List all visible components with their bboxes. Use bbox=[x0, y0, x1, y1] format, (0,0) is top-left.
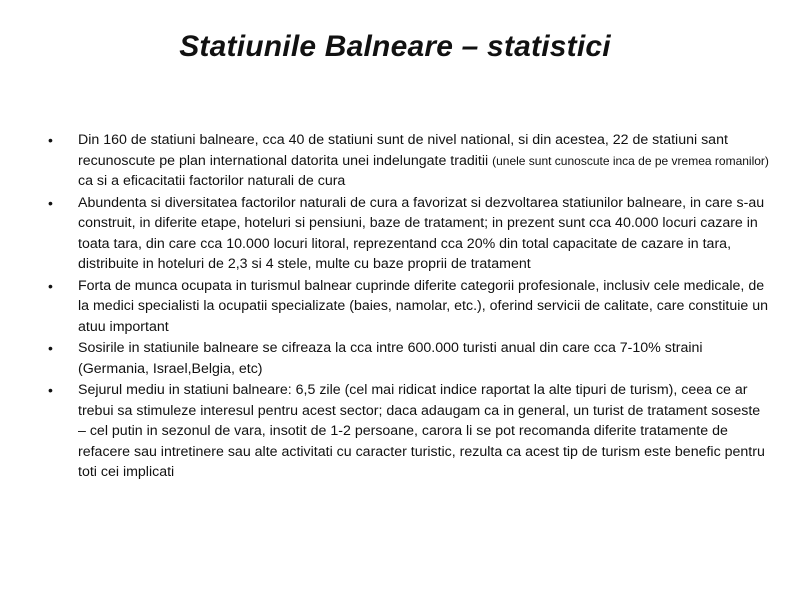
bullet-item bbox=[48, 338, 770, 379]
bullet-item bbox=[48, 193, 770, 275]
bullet-item bbox=[48, 130, 770, 192]
bullet-dot-icon: • bbox=[48, 340, 53, 356]
bullet-text: Forta de munca ocupata in turismul balnear cuprinde diferite categorii profesionale, inclusiv cele medicale, de la medici specialisti la ocupatii specializate (baies, namolar, etc.), oferind servicii de calitate, care constituie un atuu important bbox=[78, 277, 768, 335]
bullet-dot-icon: • bbox=[48, 132, 53, 148]
bullet-text-small: (unele sunt cunoscute inca de pe vremea romanilor) bbox=[492, 153, 769, 168]
bullet-item bbox=[48, 380, 770, 483]
bullet-text: Din 160 de statiuni balneare, cca 40 de statiuni sunt de nivel national, si din acestea, 22 de statiuni sant recunoscute pe plan international datorita unei indelungate traditii bbox=[78, 132, 728, 169]
bullet-item bbox=[48, 276, 770, 338]
bullet-dot-icon: • bbox=[48, 382, 53, 398]
bullet-text: Sejurul mediu in statiuni balneare: 6,5 zile (cel mai ridicat indice raportat la alte tipuri de turism), ceea ce ar trebui sa stimuleze interesul pentru acest sector; daca adaugam ca in general, un turist de tratament soseste – cel putin in sezonul de vara, insotit de 1-2 persoane, carora li se pot recomanda diferite tratamente de refacere sau intretinere sau alte activitati cu caracter turistic, rezulta ca acest tip de turism este benefic pentru toti cei implicati bbox=[78, 382, 765, 480]
bullet-text: Sosirile in statiunile balneare se cifreaza la cca intre 600.000 turisti anual din care cca 7-10% straini (Germania, Israel,Belgia, etc) bbox=[78, 340, 703, 377]
bullet-text: Abundenta si diversitatea factorilor naturali de cura a favorizat si dezvoltarea statiunilor balneare, in care s-au construit, in diferite etape, hoteluri si pensiuni, baze de tratament; in prezent sunt cca 40.000 locuri cazare in toata tara, din care cca 10.000 locuri litoral, reprezentand cca 20% din total capacitate de cazare in tara, distribuite in hoteluri de 2,3 si 4 stele, multe cu baze proprii de tratament bbox=[78, 194, 765, 272]
bullet-dot-icon: • bbox=[48, 194, 53, 211]
bullet-text-tail: ca si a eficacitatii factorilor naturali de cura bbox=[78, 173, 346, 189]
bullet-dot-icon: • bbox=[48, 277, 53, 294]
bullet-list bbox=[48, 130, 770, 484]
slide-title: Statiunile Balneare – statistici bbox=[179, 30, 611, 63]
